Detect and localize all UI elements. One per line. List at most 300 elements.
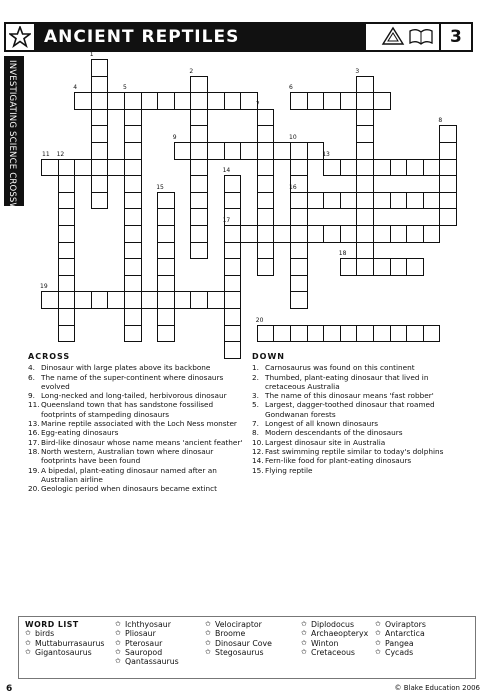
clue-number-label: 20 — [255, 316, 264, 324]
page-title: ANCIENT REPTILES — [44, 27, 240, 47]
crossword-cell[interactable] — [340, 192, 358, 210]
crossword-cell[interactable] — [290, 192, 308, 210]
crossword-cell[interactable] — [107, 159, 125, 177]
crossword-cell[interactable] — [58, 308, 76, 326]
down-clues — [252, 352, 468, 475]
crossword-cell[interactable] — [373, 159, 391, 177]
clue-text: Fern-like food for plant-eating dinosaurs — [265, 456, 412, 466]
clue-number: 6. — [28, 372, 35, 382]
clue-number: 17. — [28, 437, 40, 447]
crossword-cell[interactable] — [439, 125, 457, 143]
crossword-cell[interactable] — [174, 92, 192, 110]
crossword-cell[interactable] — [190, 142, 208, 160]
crossword-cell[interactable] — [157, 242, 175, 260]
crossword-cell[interactable] — [290, 159, 308, 177]
word-text: Muttaburrasaurus — [35, 638, 105, 648]
clue-number-label: 4 — [73, 84, 78, 92]
clue-number-label: 18 — [338, 250, 347, 258]
crossword-cell[interactable] — [356, 325, 374, 343]
word-list-item — [205, 620, 272, 629]
crossword-cell[interactable] — [273, 325, 291, 343]
word-list-column — [25, 620, 105, 657]
crossword-cell[interactable] — [91, 192, 109, 210]
word-text: Pterosaur — [125, 638, 163, 648]
across-clue — [28, 373, 246, 392]
crossword-cell[interactable] — [340, 258, 358, 276]
crossword-cell[interactable] — [224, 142, 242, 160]
word-list-item — [115, 648, 179, 657]
crossword-cell[interactable] — [423, 225, 441, 243]
down-clue — [252, 400, 468, 419]
crossword-cell[interactable] — [307, 192, 325, 210]
crossword-cell[interactable] — [124, 125, 142, 143]
clue-number: 4. — [28, 363, 35, 373]
clue-text: Dinosaur with large plates above its backbone — [41, 363, 211, 373]
crossword-cell[interactable] — [323, 325, 341, 343]
crossword-cell[interactable] — [390, 192, 408, 210]
star-bullet-icon: ✩ — [115, 629, 121, 638]
word-text: Pliosaur — [125, 629, 156, 639]
word-text: Velociraptor — [215, 620, 262, 629]
clue-text: Thumbed, plant-eating dinosaur that lived in cretaceous Australia — [265, 372, 429, 391]
crossword-cell[interactable] — [157, 92, 175, 110]
crossword-cell[interactable] — [356, 258, 374, 276]
crossword-cell[interactable] — [91, 291, 109, 309]
crossword-cell[interactable] — [141, 291, 159, 309]
word-list-item — [115, 620, 179, 629]
crossword-cell[interactable] — [58, 175, 76, 193]
crossword-cell[interactable] — [290, 92, 308, 110]
crossword-cell[interactable] — [74, 159, 92, 177]
star-bullet-icon: ✩ — [25, 629, 31, 638]
star-bullet-icon: ✩ — [205, 647, 211, 656]
crossword-cell[interactable] — [124, 242, 142, 260]
down-clue — [252, 363, 468, 372]
crossword-cell[interactable] — [58, 225, 76, 243]
crossword-cell[interactable] — [240, 142, 258, 160]
clue-text: Largest, dagger-toothed dinosaur that roamed Gondwanan forests — [265, 400, 435, 419]
crossword-cell[interactable] — [107, 291, 125, 309]
across-clue — [28, 484, 246, 493]
crossword-cell[interactable] — [356, 175, 374, 193]
star-bullet-icon: ✩ — [115, 647, 121, 656]
word-list-item — [205, 639, 272, 648]
crossword-cell[interactable] — [273, 142, 291, 160]
crossword-cell[interactable] — [157, 208, 175, 226]
crossword-cell[interactable] — [290, 258, 308, 276]
word-list-item — [375, 629, 426, 638]
word-text: Cycads — [385, 647, 414, 657]
down-clue — [252, 438, 468, 447]
across-clue — [28, 391, 246, 400]
crossword-cell[interactable] — [373, 192, 391, 210]
word-list-column — [375, 620, 426, 657]
down-clue — [252, 456, 468, 465]
crossword-cell[interactable] — [307, 92, 325, 110]
crossword-cell[interactable] — [257, 192, 275, 210]
crossword-cell[interactable] — [290, 225, 308, 243]
across-clue — [28, 363, 246, 372]
crossword-cell[interactable] — [257, 175, 275, 193]
word-list-item — [115, 639, 179, 648]
crossword-cell[interactable] — [58, 192, 76, 210]
crossword-cell[interactable] — [157, 275, 175, 293]
crossword-cell[interactable] — [257, 109, 275, 127]
crossword-cell[interactable] — [74, 92, 92, 110]
clue-text: A bipedal, plant-eating dinosaur named after an Australian airline — [41, 465, 217, 484]
crossword-cell[interactable] — [58, 208, 76, 226]
clue-text: Fast swimming reptile similar to today's dolphins — [265, 446, 444, 456]
clue-text: The name of the super-continent where dinosaurs evolved — [41, 372, 224, 391]
crossword-cell[interactable] — [356, 109, 374, 127]
crossword-cell[interactable] — [224, 258, 242, 276]
crossword-cell[interactable] — [124, 291, 142, 309]
crossword-cell[interactable] — [439, 159, 457, 177]
crossword-cell[interactable] — [290, 142, 308, 160]
crossword-cell[interactable] — [190, 192, 208, 210]
clue-number: 5. — [252, 400, 259, 410]
crossword-cell[interactable] — [273, 225, 291, 243]
crossword-cell[interactable] — [190, 125, 208, 143]
crossword-cell[interactable] — [323, 225, 341, 243]
crossword-cell[interactable] — [157, 225, 175, 243]
crossword-cell[interactable] — [91, 125, 109, 143]
crossword-cell[interactable] — [390, 325, 408, 343]
clue-number-label: 8 — [438, 117, 443, 125]
crossword-cell[interactable] — [290, 208, 308, 226]
clue-text: Geologic period when dinosaurs became extinct — [41, 484, 218, 494]
crossword-cell[interactable] — [190, 109, 208, 127]
clue-text: Bird-like dinosaur whose name means 'ancient feather' — [41, 437, 243, 447]
crossword-cell[interactable] — [91, 109, 109, 127]
crossword-cell[interactable] — [423, 192, 441, 210]
clue-number: 1. — [252, 363, 259, 373]
word-text: birds — [35, 629, 55, 639]
word-list-title: WORD LIST — [25, 620, 79, 629]
crossword-cell[interactable] — [323, 92, 341, 110]
star-bullet-icon: ✩ — [375, 647, 381, 656]
crossword-cell[interactable] — [157, 308, 175, 326]
word-text: Qantassaurus — [125, 657, 179, 667]
crossword-cell[interactable] — [141, 92, 159, 110]
crossword-cell[interactable] — [439, 192, 457, 210]
clue-number: 14. — [252, 456, 264, 466]
star-badge — [6, 24, 36, 50]
clue-text: Marine reptile associated with the Loch Ness monster — [41, 419, 237, 429]
crossword-cell[interactable] — [124, 325, 142, 343]
crossword-cell[interactable] — [439, 208, 457, 226]
crossword-cell[interactable] — [390, 159, 408, 177]
crossword-cell[interactable] — [124, 208, 142, 226]
word-list-column — [115, 620, 179, 666]
word-text: Stegosaurus — [215, 647, 264, 657]
title-bar — [36, 24, 366, 50]
clue-number: 20. — [28, 484, 40, 494]
word-text: Antarctica — [385, 629, 425, 639]
crossword-cell[interactable] — [157, 291, 175, 309]
word-text: Ichthyosaur — [125, 620, 171, 629]
clue-number: 11. — [28, 400, 40, 410]
crossword-cell[interactable] — [356, 142, 374, 160]
crossword-cell[interactable] — [356, 159, 374, 177]
crossword-cell[interactable] — [406, 225, 424, 243]
crossword-cell[interactable] — [356, 242, 374, 260]
word-list-item — [115, 629, 179, 638]
crossword-cell[interactable] — [257, 225, 275, 243]
crossword-cell[interactable] — [190, 225, 208, 243]
word-list-item — [301, 620, 368, 629]
crossword-cell[interactable] — [124, 308, 142, 326]
word-list-item — [375, 648, 426, 657]
crossword-cell[interactable] — [224, 242, 242, 260]
crossword-cell[interactable] — [224, 92, 242, 110]
word-list-item — [25, 629, 105, 638]
clue-number-label: 6 — [289, 84, 293, 92]
word-list-item — [25, 648, 105, 657]
across-clue — [28, 400, 246, 419]
crossword-cell[interactable] — [323, 159, 341, 177]
crossword-cell[interactable] — [124, 159, 142, 177]
clue-number-label: 13 — [322, 150, 330, 158]
crossword-cell[interactable] — [390, 258, 408, 276]
crossword-cell[interactable] — [157, 192, 175, 210]
crossword-cell[interactable] — [323, 192, 341, 210]
crossword-cell[interactable] — [224, 325, 242, 343]
crossword-cell[interactable] — [124, 192, 142, 210]
word-list-item — [115, 657, 179, 666]
word-text: Archaeopteryx — [311, 629, 369, 639]
down-clue — [252, 419, 468, 428]
crossword-cell[interactable] — [356, 208, 374, 226]
crossword-cell[interactable] — [207, 92, 225, 110]
clue-text: North western, Australian town where dinosaur footprints have been found — [41, 446, 214, 466]
crossword-cell[interactable] — [157, 258, 175, 276]
star-bullet-icon: ✩ — [301, 647, 307, 656]
crossword-cell[interactable] — [224, 192, 242, 210]
crossword-cell[interactable] — [91, 142, 109, 160]
crossword-cell[interactable] — [124, 275, 142, 293]
star-bullet-icon: ✩ — [25, 638, 31, 647]
crossword-cell[interactable] — [41, 159, 59, 177]
word-list-item — [375, 639, 426, 648]
across-clue — [28, 428, 246, 437]
word-text: Cretaceous — [311, 647, 355, 657]
clue-number-label: 1 — [89, 51, 94, 58]
crossword-cell[interactable] — [340, 325, 358, 343]
clue-number: 18. — [28, 446, 40, 456]
crossword-cell[interactable] — [124, 142, 142, 160]
crossword-cell[interactable] — [257, 125, 275, 143]
across-clue — [28, 466, 246, 485]
star-bullet-icon: ✩ — [375, 620, 381, 628]
copyright: © Blake Education 2006 — [394, 684, 480, 692]
crossword-cell[interactable] — [290, 275, 308, 293]
crossword-cell[interactable] — [356, 92, 374, 110]
crossword-cell[interactable] — [190, 208, 208, 226]
crossword-cell[interactable] — [240, 225, 258, 243]
across-clue — [28, 447, 246, 466]
down-clue — [252, 466, 468, 475]
word-list-item — [205, 629, 272, 638]
crossword-cell[interactable] — [257, 159, 275, 177]
side-strip — [4, 56, 24, 286]
crossword-cell[interactable] — [307, 325, 325, 343]
crossword-cell[interactable] — [190, 76, 208, 94]
crossword-cell[interactable] — [91, 59, 109, 77]
clue-text: Largest dinosaur site in Australia — [265, 437, 386, 447]
crossword-cell[interactable] — [257, 258, 275, 276]
worksheet-header — [4, 22, 473, 52]
crossword-cell[interactable] — [340, 225, 358, 243]
clue-text: Modern descendants of the dinosaurs — [265, 428, 403, 438]
clue-number-label: 11 — [42, 150, 50, 158]
crossword-cell[interactable] — [439, 142, 457, 160]
crossword-cell[interactable] — [58, 242, 76, 260]
crossword-cell[interactable] — [41, 291, 59, 309]
crossword-cell[interactable] — [91, 92, 109, 110]
crossword-cell[interactable] — [290, 242, 308, 260]
crossword-cell[interactable] — [356, 76, 374, 94]
clue-number-label: 10 — [289, 134, 297, 141]
word-list-item — [301, 639, 368, 648]
crossword-cell[interactable] — [124, 258, 142, 276]
crossword-cell[interactable] — [224, 275, 242, 293]
crossword-cell[interactable] — [257, 208, 275, 226]
crossword-cell[interactable] — [207, 142, 225, 160]
ruler-triangle-icon — [380, 25, 406, 47]
crossword-cell[interactable] — [373, 325, 391, 343]
word-list-item — [301, 629, 368, 638]
across-clue — [28, 438, 246, 447]
level-box — [439, 24, 471, 50]
clue-number: 3. — [252, 391, 259, 401]
down-clue — [252, 391, 468, 400]
crossword-cell[interactable] — [174, 142, 192, 160]
crossword-cell[interactable] — [439, 175, 457, 193]
crossword-cell[interactable] — [356, 192, 374, 210]
crossword-cell[interactable] — [107, 92, 125, 110]
crossword-cell[interactable] — [340, 92, 358, 110]
crossword-cell[interactable] — [157, 325, 175, 343]
crossword-cell[interactable] — [207, 291, 225, 309]
crossword-cell[interactable] — [190, 175, 208, 193]
crossword-cell[interactable] — [58, 275, 76, 293]
star-bullet-icon: ✩ — [375, 629, 381, 638]
crossword-cell[interactable] — [257, 142, 275, 160]
word-text: Winton — [311, 638, 339, 648]
down-clue — [252, 447, 468, 456]
crossword-cell[interactable] — [224, 225, 242, 243]
crossword-cell[interactable] — [190, 159, 208, 177]
crossword-cell[interactable] — [124, 175, 142, 193]
crossword-cell[interactable] — [224, 308, 242, 326]
clue-text: Queensland town that has sandstone fossilised footprints of stampeding dinosaurs — [41, 400, 214, 419]
clue-number-label: 15 — [156, 183, 164, 191]
clue-number-label: 19 — [40, 283, 48, 291]
crossword-cell[interactable] — [307, 225, 325, 243]
clue-text: The name of this dinosaur means 'fast robber' — [265, 391, 434, 401]
crossword-cell[interactable] — [406, 258, 424, 276]
crossword-cell[interactable] — [257, 242, 275, 260]
crossword-cell[interactable] — [356, 125, 374, 143]
clue-number: 8. — [252, 428, 259, 438]
crossword-cell[interactable] — [58, 325, 76, 343]
crossword-cell[interactable] — [124, 109, 142, 127]
clue-number-label: 2 — [189, 67, 194, 75]
crossword-cell[interactable] — [423, 159, 441, 177]
crossword-cell[interactable] — [124, 92, 142, 110]
clue-number: 19. — [28, 465, 40, 475]
word-text: Sauropod — [125, 647, 163, 657]
clue-number-label: 17 — [222, 217, 231, 224]
clue-number: 13. — [28, 419, 40, 429]
clue-number: 2. — [252, 372, 259, 382]
crossword-cell[interactable] — [390, 225, 408, 243]
clue-number-label: 3 — [355, 67, 360, 75]
crossword-cell[interactable] — [190, 291, 208, 309]
crossword-cell[interactable] — [58, 159, 76, 177]
crossword-cell[interactable] — [91, 175, 109, 193]
crossword-cell[interactable] — [423, 325, 441, 343]
crossword-cell[interactable] — [91, 159, 109, 177]
crossword-cell[interactable] — [290, 291, 308, 309]
star-bullet-icon: ✩ — [375, 638, 381, 647]
clue-number-label: 12 — [56, 150, 65, 158]
word-list-column — [205, 620, 272, 657]
word-list-box — [18, 616, 476, 679]
crossword-cell[interactable] — [91, 76, 109, 94]
star-bullet-icon: ✩ — [205, 620, 211, 628]
crossword-cell[interactable] — [224, 175, 242, 193]
crossword-cell[interactable] — [124, 225, 142, 243]
crossword-cell[interactable] — [257, 325, 275, 343]
crossword-cell[interactable] — [190, 92, 208, 110]
crossword-cell[interactable] — [373, 258, 391, 276]
word-text: Diplodocus — [311, 620, 355, 629]
star-bullet-icon: ✩ — [301, 629, 307, 638]
clue-text: Flying reptile — [265, 465, 313, 475]
word-list-item — [205, 648, 272, 657]
level-number: 3 — [450, 27, 462, 47]
clue-number-label: 9 — [172, 134, 177, 141]
crossword-cell[interactable] — [406, 325, 424, 343]
crossword-cell[interactable] — [406, 159, 424, 177]
crossword-cell[interactable] — [340, 159, 358, 177]
crossword-cell[interactable] — [406, 192, 424, 210]
across-clues — [28, 352, 246, 493]
crossword-cell[interactable] — [174, 291, 192, 309]
crossword-cell[interactable] — [373, 92, 391, 110]
crossword-cell[interactable] — [373, 225, 391, 243]
down-clue — [252, 428, 468, 437]
clue-number: 7. — [252, 419, 259, 429]
crossword-cell[interactable] — [290, 325, 308, 343]
crossword-cell[interactable] — [190, 242, 208, 260]
clue-number: 12. — [252, 446, 264, 456]
clue-text: Longest of all known dinosaurs — [265, 419, 379, 429]
crossword-cell[interactable] — [224, 291, 242, 309]
crossword-cell[interactable] — [58, 291, 76, 309]
crossword-cell[interactable] — [74, 291, 92, 309]
clue-number: 10. — [252, 437, 264, 447]
star-bullet-icon: ✩ — [301, 638, 307, 647]
clue-number: 9. — [28, 391, 35, 401]
clue-number-label: 5 — [123, 84, 127, 92]
word-list-column — [301, 620, 368, 657]
star-bullet-icon: ✩ — [115, 638, 121, 647]
crossword-cell[interactable] — [356, 225, 374, 243]
crossword-cell[interactable] — [58, 258, 76, 276]
